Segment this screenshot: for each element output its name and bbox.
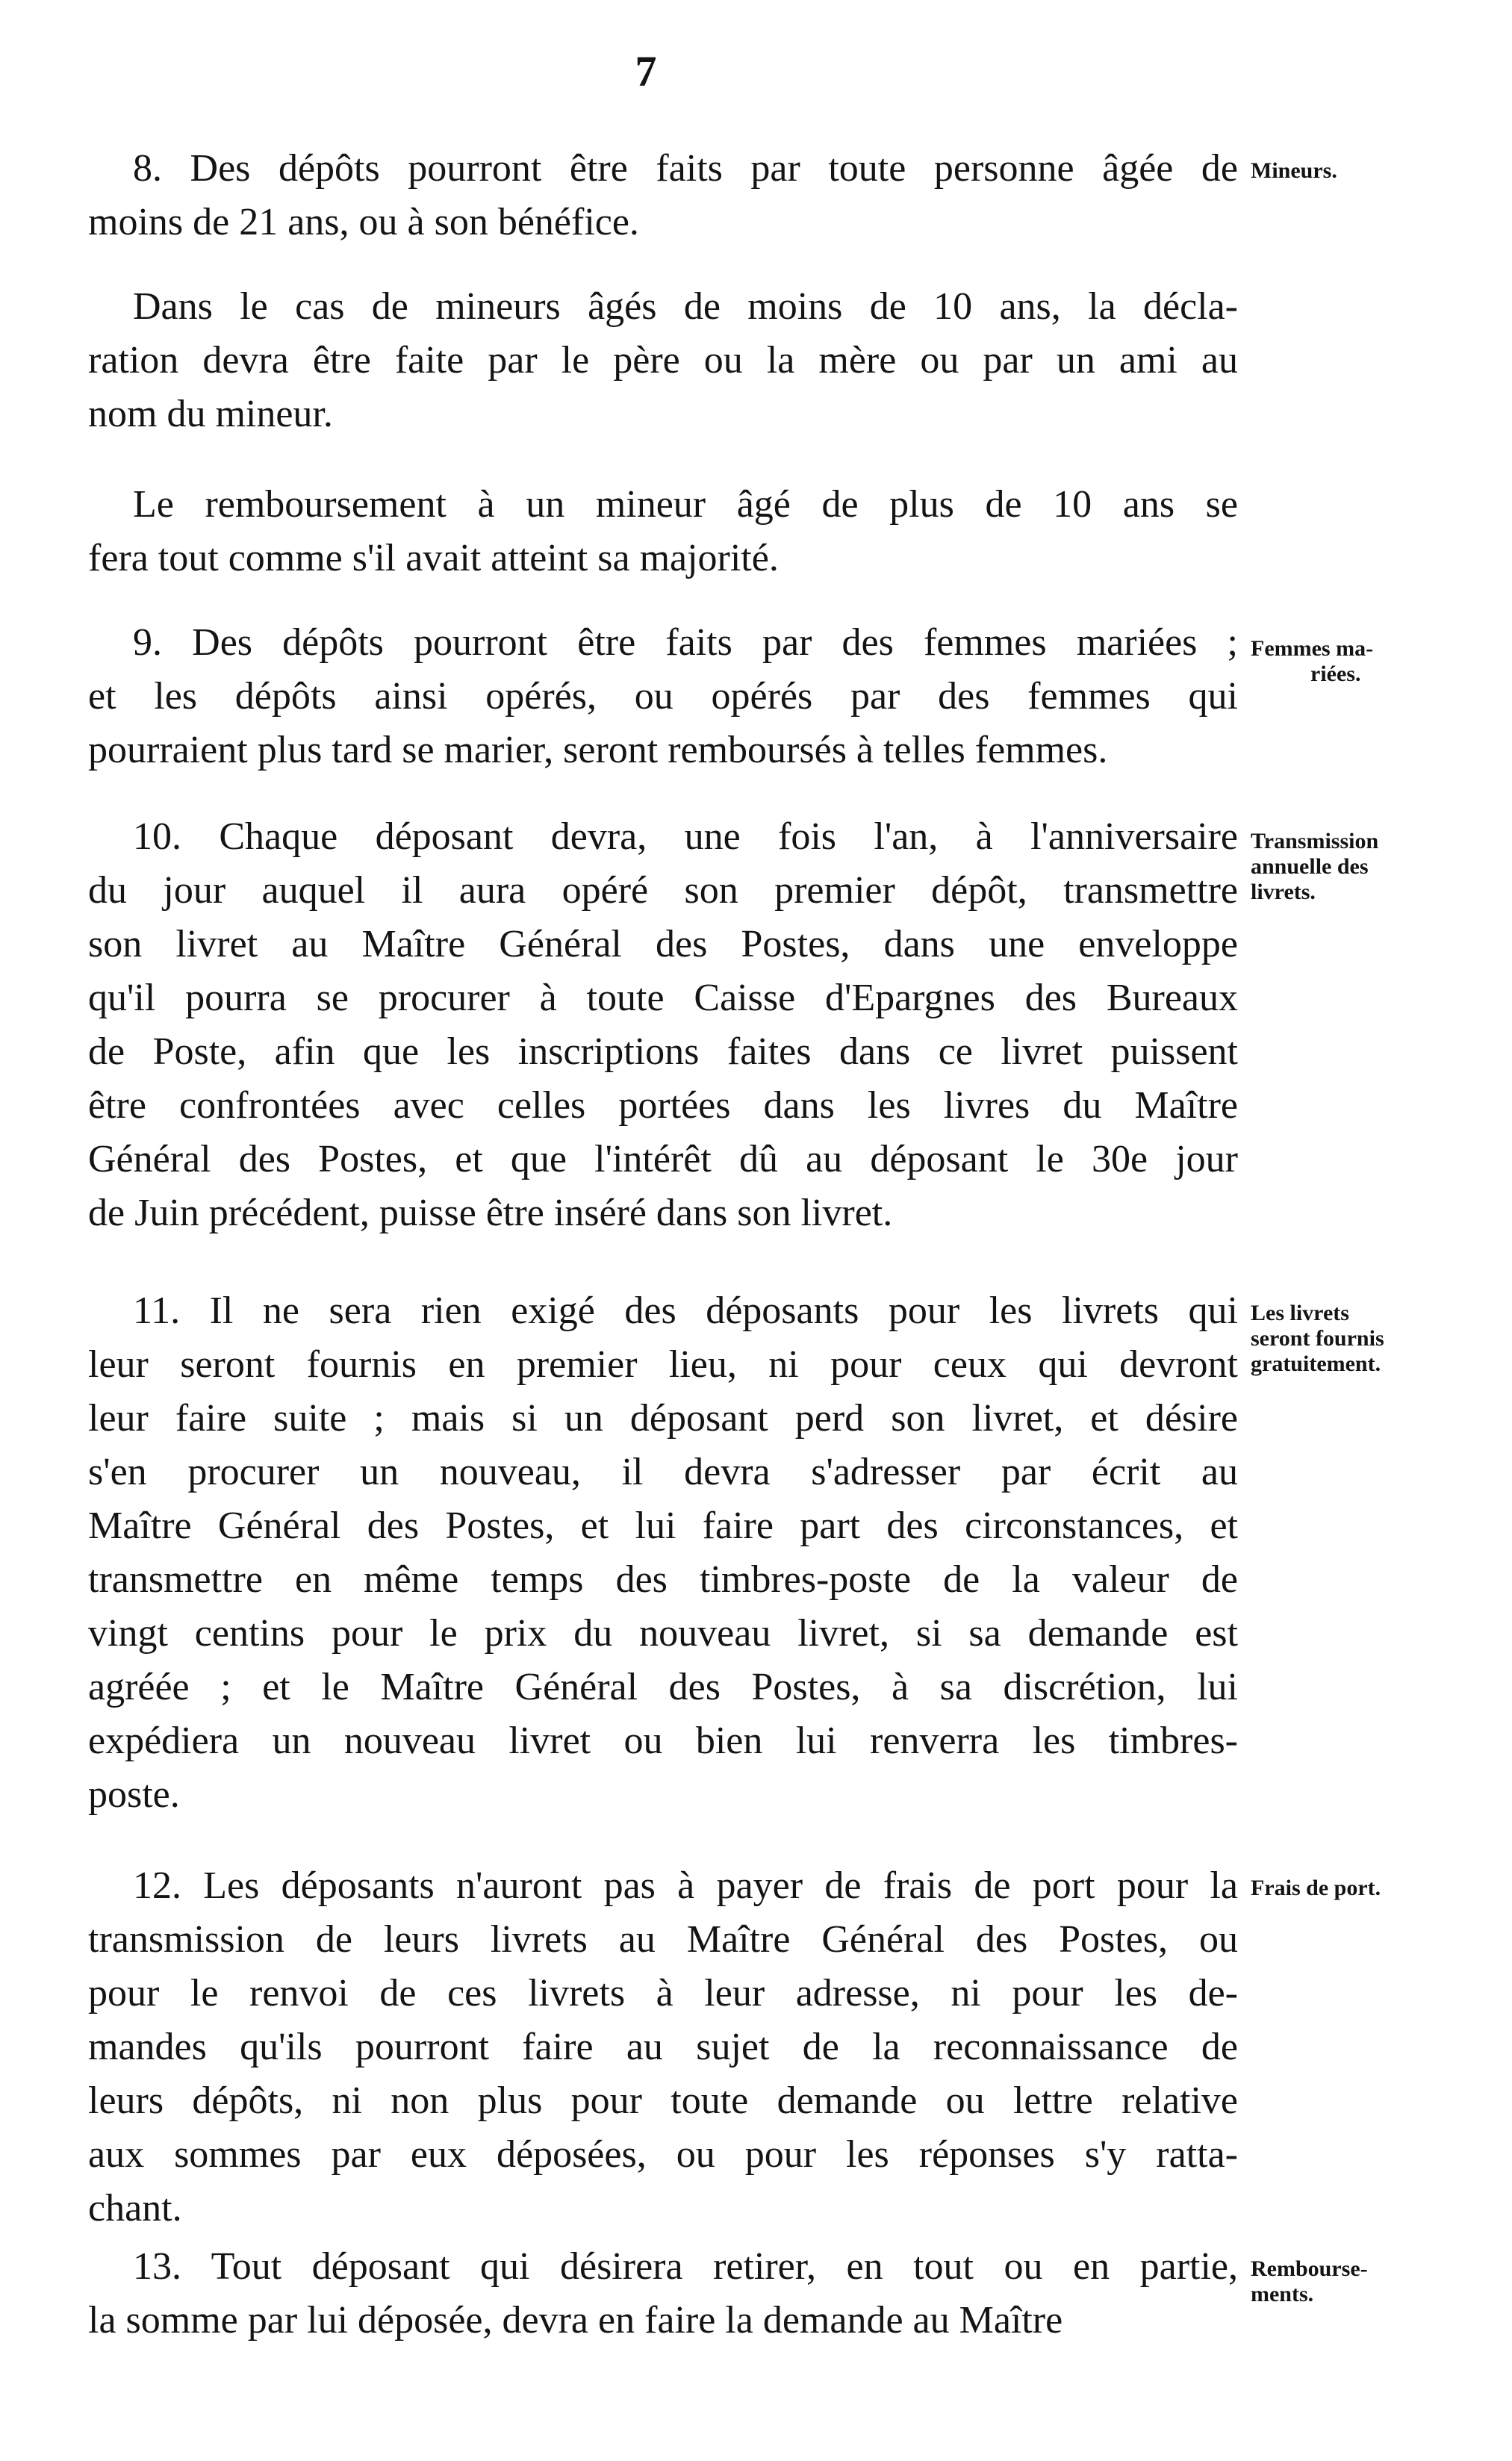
margin-note-line: ments. (1251, 2282, 1314, 2306)
paragraph-article-12 (88, 1859, 1238, 2236)
margin-note-mineurs (1251, 158, 1497, 184)
margin-note-line: riées. (1310, 662, 1361, 686)
margin-note-frais-de-port (1251, 1876, 1497, 1901)
text-line: chant. (88, 2187, 182, 2230)
margin-note-line: seront fournis (1251, 1326, 1384, 1351)
text-line: 9. Des dépôts pourront être faits par des femmes mariées ; (133, 621, 1238, 664)
text-line: Dans le cas de mineurs âgés de moins de 10 ans, la décla- (133, 285, 1238, 328)
margin-note-remboursements (1251, 2256, 1497, 2307)
text-line: pour le renvoi de ces livrets à leur adresse, ni pour les de- (88, 1972, 1238, 2014)
text-line: transmission de leurs livrets au Maître Général des Postes, ou (88, 1918, 1238, 1961)
text-line: 12. Les déposants n'auront pas à payer de frais de port pour la (133, 1864, 1238, 1907)
text-line: moins de 21 ans, ou à son bénéfice. (88, 201, 639, 243)
text-line: leur seront fournis en premier lieu, ni pour ceux qui devront (88, 1343, 1238, 1386)
text-line: de Poste, afin que les inscriptions faites dans ce livret puissent (88, 1030, 1238, 1073)
margin-note-line: gratuitement. (1251, 1351, 1381, 1376)
margin-note-livrets-gratuits (1251, 1301, 1497, 1377)
margin-note-line: Femmes ma- (1251, 636, 1374, 661)
text-line: fera tout comme s'il avait atteint sa majorité. (88, 537, 779, 579)
text-line: expédiera un nouveau livret ou bien lui renverra les timbres- (88, 1720, 1238, 1762)
margin-note-femmes-mariees (1251, 636, 1497, 687)
text-line: qu'il pourra se procurer à toute Caisse d'Epargnes des Bureaux (88, 977, 1238, 1019)
margin-note-line: Rembourse- (1251, 2256, 1368, 2281)
text-line: nom du mineur. (88, 393, 333, 435)
text-line: vingt centins pour le prix du nouveau livret, si sa demande est (88, 1612, 1238, 1655)
text-line: mandes qu'ils pourront faire au sujet de la reconnaissance de (88, 2026, 1238, 2068)
text-line: aux sommes par eux déposées, ou pour les réponses s'y ratta- (88, 2133, 1238, 2176)
text-line: de Juin précédent, puisse être inséré dans son livret. (88, 1192, 893, 1234)
text-line: la somme par lui déposée, devra en faire la demande au Maître (88, 2299, 1063, 2342)
margin-note-line: annuelle des (1251, 854, 1369, 879)
text-line: agréée ; et le Maître Général des Postes, à sa discrétion, lui (88, 1666, 1238, 1708)
page-number: 7 (635, 47, 657, 96)
text-line: 8. Des dépôts pourront être faits par toute personne âgée de (133, 147, 1238, 190)
paragraph-article-13 (88, 2240, 1238, 2348)
text-line: et les dépôts ainsi opérés, ou opérés par des femmes qui (88, 675, 1238, 718)
paragraph-minors-under-10 (88, 280, 1238, 441)
text-line: leurs dépôts, ni non plus pour toute demande ou lettre relative (88, 2079, 1238, 2122)
paragraph-minors-reimbursement (88, 478, 1238, 585)
text-line: transmettre en même temps des timbres-poste de la valeur de (88, 1558, 1238, 1601)
margin-note-transmission (1251, 829, 1497, 905)
text-line: son livret au Maître Général des Postes, dans une enveloppe (88, 923, 1238, 965)
text-line: 11. Il ne sera rien exigé des déposants pour les livrets qui (133, 1289, 1238, 1332)
text-line: du jour auquel il aura opéré son premier dépôt, transmettre (88, 869, 1238, 912)
paragraph-article-8 (88, 142, 1238, 249)
margin-note-line: livrets. (1251, 880, 1316, 904)
margin-note-line: Les livrets (1251, 1301, 1349, 1325)
text-line: Le remboursement à un mineur âgé de plus de 10 ans se (133, 483, 1238, 526)
margin-note-line: Mineurs. (1251, 158, 1337, 183)
text-line: Maître Général des Postes, et lui faire part des circonstances, et (88, 1505, 1238, 1547)
paragraph-article-10 (88, 810, 1238, 1240)
margin-note-line: Transmission (1251, 829, 1379, 853)
text-line: 10. Chaque déposant devra, une fois l'an, à l'anniversaire (133, 815, 1238, 858)
margin-note-line: Frais de port. (1251, 1876, 1381, 1900)
text-line: s'en procurer un nouveau, il devra s'adresser par écrit au (88, 1451, 1238, 1493)
paragraph-article-11 (88, 1284, 1238, 1822)
text-line: leur faire suite ; mais si un déposant perd son livret, et désire (88, 1397, 1238, 1440)
text-line: être confrontées avec celles portées dans les livres du Maître (88, 1084, 1238, 1127)
text-line: 13. Tout déposant qui désirera retirer, en tout ou en partie, (133, 2245, 1238, 2288)
text-line: ration devra être faite par le père ou la mère ou par un ami au (88, 339, 1238, 382)
text-line: pourraient plus tard se marier, seront remboursés à telles femmes. (88, 729, 1108, 771)
text-line: Général des Postes, et que l'intérêt dû au déposant le 30e jour (88, 1138, 1238, 1180)
paragraph-article-9 (88, 616, 1238, 777)
text-line: poste. (88, 1773, 180, 1816)
